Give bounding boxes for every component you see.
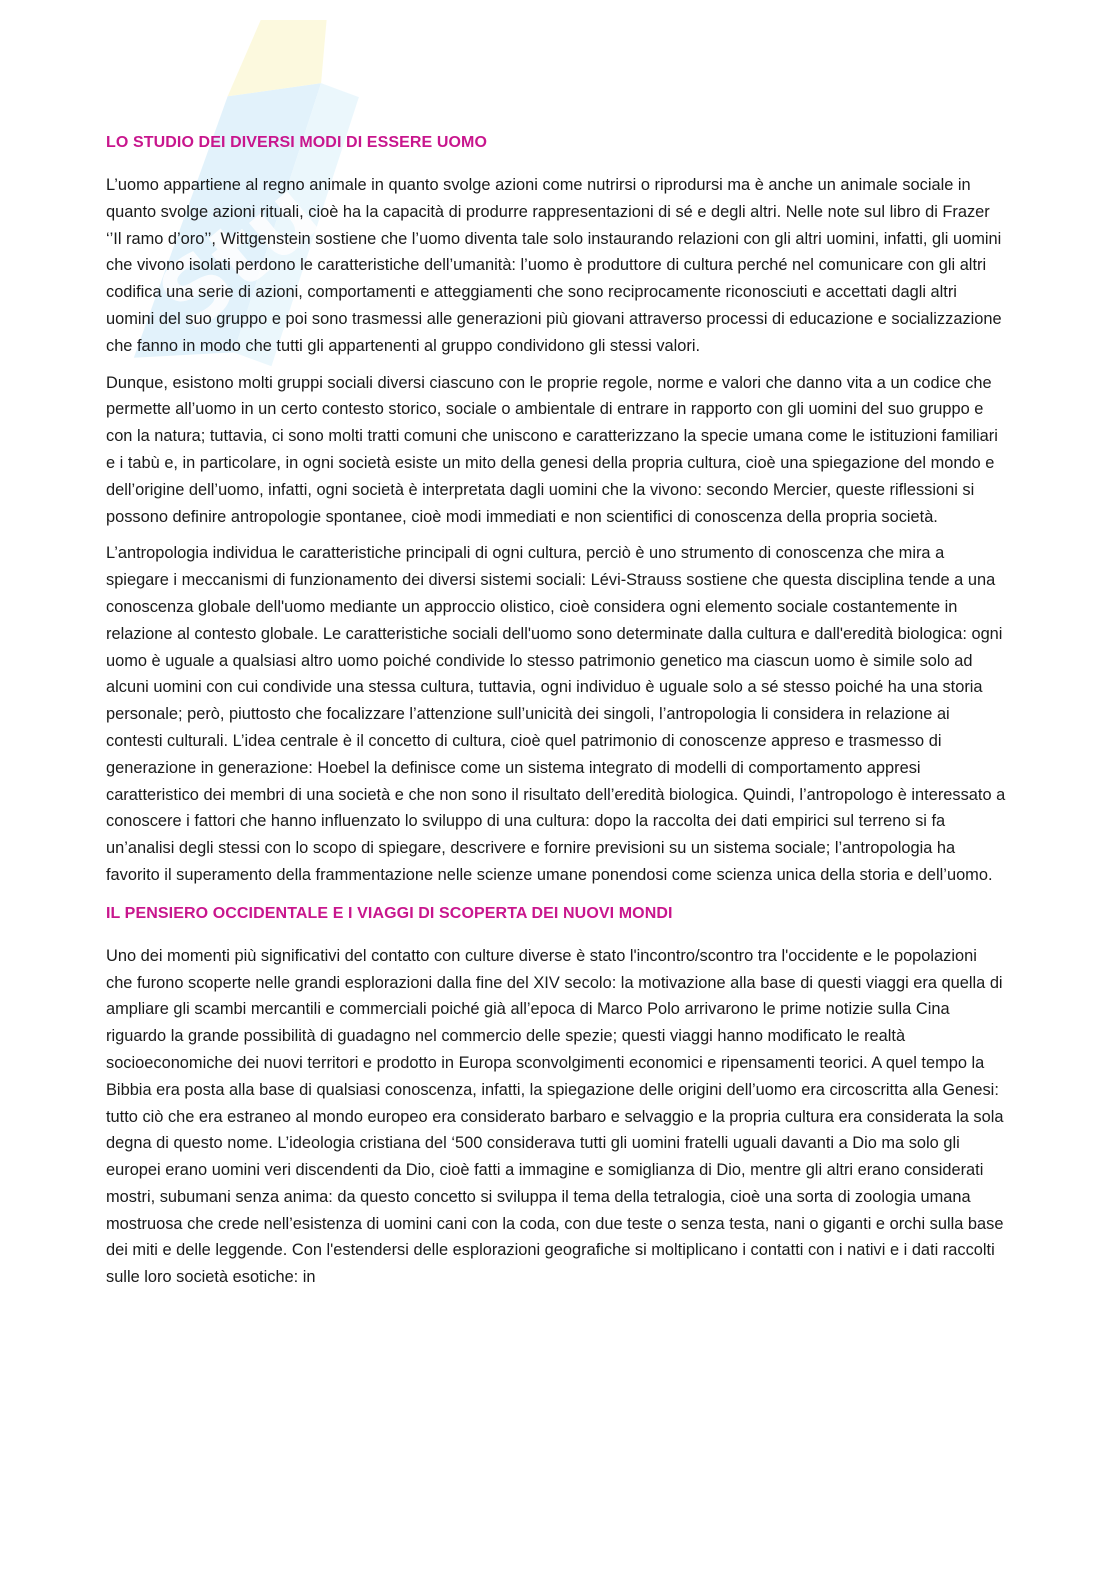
- section-heading: LO STUDIO DEI DIVERSI MODI DI ESSERE UOMO: [106, 134, 488, 151]
- section-pensiero-occidentale: [106, 901, 1006, 1291]
- section-heading: IL PENSIERO OCCIDENTALE E I VIAGGI DI SCOPERTA DEI NUOVI MONDI: [106, 904, 673, 922]
- document-body: [106, 130, 1006, 1301]
- paragraph: L’uomo appartiene al regno animale in quanto svolge azioni come nutrirsi o riprodursi ma è anche un animale sociale in quanto svolge azioni rituali, cioè ha la capacità di produrre rappresentazioni di sé e degli altri. Nelle note sul libro di Frazer ‘’Il ramo d’oro’’, Wittgenstein sostiene che l’uomo diventa tale solo instaurando relazioni con gli altri uomini, infatti, gli uomini che vivono isolati perdono le caratteristiche dell’umanità: l’uomo è produttore di cultura perché nel comunicare con gli altri codifica una serie di azioni, comportamenti e atteggiamenti che sono reciprocamente riconosciuti e accettati dagli altri uomini del suo gruppo e poi sono trasmessi alle generazioni più giovani attraverso processi di educazione e socializzazione che fanno in modo che tutti gli appartenenti al gruppo condividono gli stessi valori.: [106, 176, 1002, 355]
- paragraph: Uno dei momenti più significativi del contatto con culture diverse è stato l'incontro/scontro tra l'occidente e le popolazioni che furono scoperte nelle grandi esplorazioni dalla fine del XIV secolo: la motivazione alla base di questi viaggi era quella di ampliare gli scambi mercantili e commerciali poiché già all’epoca di Marco Polo arrivarono le prime notizie sulla Cina riguardo la grande possibilità di guadagno nel commercio delle spezie; questi viaggi hanno modificato le realtà socioeconomiche dei nuovi territori e prodotto in Europa sconvolgimenti economici e ripensamenti teorici. A quel tempo la Bibbia era posta alla base di qualsiasi conoscenza, infatti, la spiegazione delle origini dell’uomo era circoscritta alla Genesi: tutto ciò che era estraneo al mondo europeo era considerato barbaro e selvaggio e la propria cultura era considerata la sola degna di questo nome. L’ideologia cristiana del ‘500 considerava tutti gli uomini fratelli uguali davanti a Dio ma solo gli europei erano uomini veri discendenti da Dio, cioè fatti a immagine e somiglianza di Dio, mentre gli altri erano considerati mostri, subumani senza anima: da questo concetto si sviluppa il tema della tetralogia, cioè una sorta di zoologia umana mostruosa che crede nell’esistenza di uomini cani con la coda, con due teste o senza testa, nani o giganti e orchi sulla base dei miti e delle leggende. Con l'estendersi delle esplorazioni geografiche si moltiplicano i contatti con i nativi e i dati raccolti sulle loro società esotiche: in: [106, 946, 1004, 1287]
- svg-text:Stu: Stu: [139, 160, 339, 352]
- section-studio-modi-essere-uomo: [106, 130, 1006, 889]
- paragraph: L’antropologia individua le caratteristiche principali di ogni cultura, perciò è uno strumento di conoscenza che mira a spiegare i meccanismi di funzionamento dei diversi sistemi sociali: Lévi-Strauss sostiene che questa disciplina tende a una conoscenza globale dell'uomo mediante un approccio olistico, cioè considera ogni elemento sociale costantemente in relazione al contesto globale. Le caratteristiche sociali dell'uomo sono determinate dalla cultura e dall'eredità biologica: ogni uomo è uguale a qualsiasi altro uomo poiché condivide lo stesso patrimonio genetico ma ciascun uomo è simile solo ad alcuni uomini con cui condivide una stessa cultura, tuttavia, ogni individuo è uguale solo a sé stesso poiché ha una storia personale; però, piuttosto che focalizzare l’attenzione sull’unicità dei singoli, l’antropologia li considera in relazione ai contesti culturali. L’idea centrale è il concetto di cultura, cioè quel patrimonio di conoscenze appreso e trasmesso di generazione in generazione: Hoebel la definisce come un sistema integrato di modelli di comportamento appresi caratteristico dei membri di una società e che non sono il risultato dell’eredità biologica. Quindi, l’antropologo è interessato a conoscere i fattori che hanno influenzato lo sviluppo di una cultura: dopo la raccolta dei dati empirici sul terreno si fa un’analisi degli stessi con lo scopo di spiegare, descrivere e fornire previsioni su un sistema sociale; l’antropologia ha favorito il superamento della frammentazione nelle scienze umane ponendosi come scienza unica della storia e dell’uomo.: [106, 544, 1006, 884]
- paragraph: Dunque, esistono molti gruppi sociali diversi ciascuno con le proprie regole, norme e valori che danno vita a un codice che permette all’uomo in un certo contesto storico, sociale o ambientale di entrare in rapporto con gli uomini del suo gruppo e con la natura; tuttavia, ci sono molti tratti comuni che uniscono e caratterizzano la specie umana come le istituzioni familiari e i tabù e, in particolare, in ogni società esiste un mito della genesi della propria cultura, cioè una spiegazione del mondo e dell’origine dell’uomo, infatti, ogni società è interpretata dagli uomini che la vivono: secondo Mercier, queste riflessioni si possono definire antropologie spontanee, cioè modi immediati e non scientifici di conoscenza della propria società.: [106, 373, 998, 526]
